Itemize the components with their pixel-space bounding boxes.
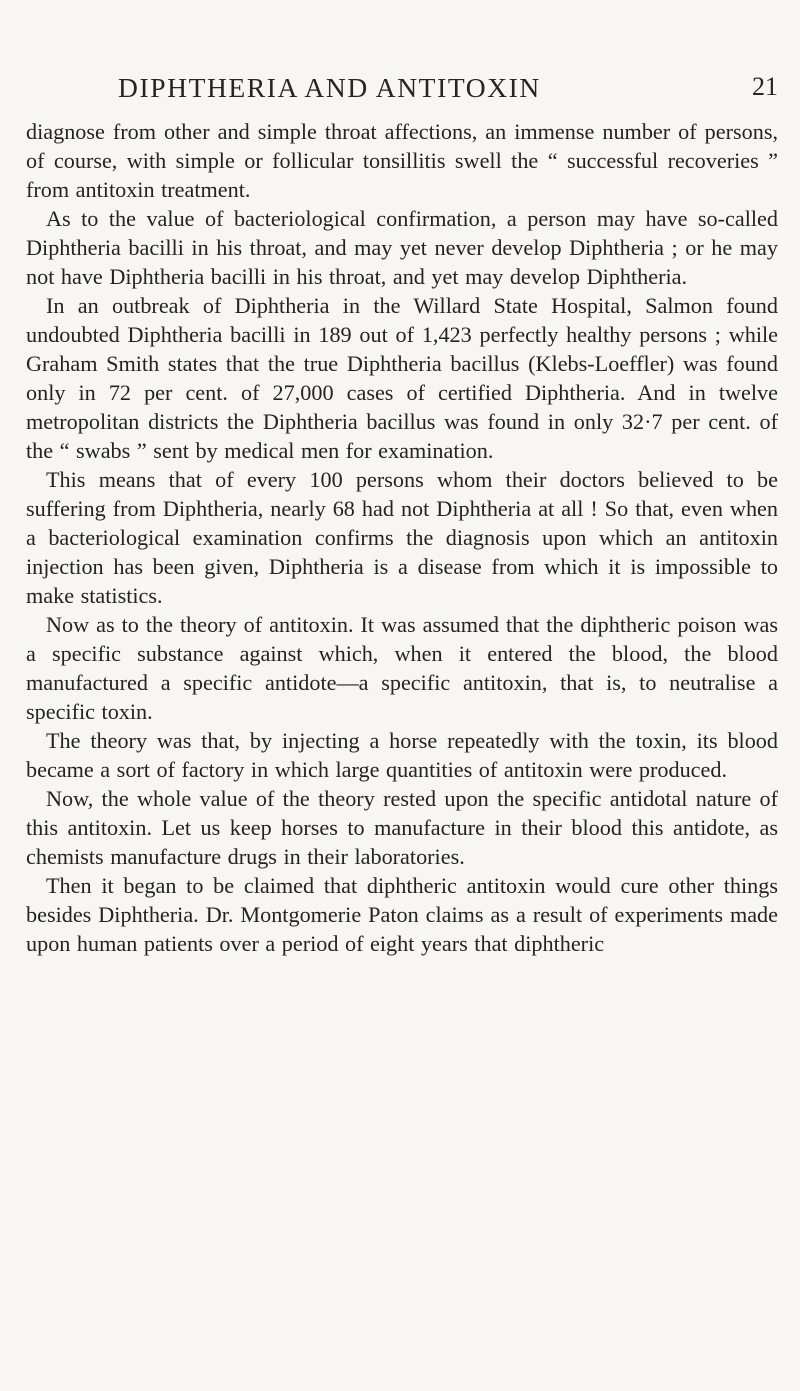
running-head bbox=[118, 72, 778, 112]
body-text bbox=[26, 117, 778, 958]
paragraph: In an outbreak of Diphtheria in the Willard State Hospital, Salmon found undoubted Diphtheria bacilli in 189 out of 1,423 perfectly healthy persons ; while Graham Smith states that the true Diphtheria bacillus (Klebs-Loeffler) was found only in 72 per cent. of 27,000 cases of certified Diphtheria. And in twelve metropolitan districts the Diphtheria bacillus was found in only 32·7 per cent. of the “ swabs ” sent by medical men for examination. bbox=[26, 293, 778, 463]
paragraph: The theory was that, by injecting a horse repeatedly with the toxin, its blood became a sort of factory in which large quantities of antitoxin were produced. bbox=[26, 728, 778, 782]
paragraph: Now as to the theory of antitoxin. It was assumed that the diphtheric poison was a specific substance against which, when it entered the blood, the blood manufactured a specific antidote—a specific antitoxin, that is, to neutralise a specific toxin. bbox=[26, 612, 778, 724]
paragraph: Then it began to be claimed that diphtheric antitoxin would cure other things besides Diphtheria. Dr. Montgomerie Paton claims as a result of experiments made upon human patients over a period of eight years that diphtheric bbox=[26, 873, 778, 956]
running-title: DIPHTHERIA AND ANTITOXIN bbox=[118, 72, 541, 103]
paragraph: Now, the whole value of the theory rested upon the specific antidotal nature of this antitoxin. Let us keep horses to manufacture in their blood this antidote, as chemists manufacture drugs in their laboratories. bbox=[26, 786, 778, 869]
paragraph: diagnose from other and simple throat affections, an immense number of persons, of course, with simple or follicular tonsillitis swell the “ successful recoveries ” from antitoxin treatment. bbox=[26, 119, 778, 202]
paragraph: This means that of every 100 persons whom their doctors believed to be suffering from Diphtheria, nearly 68 had not Diphtheria at all ! So that, even when a bacteriological examination confirms the diagnosis upon which an antitoxin injection has been given, Diphtheria is a disease from which it is impossible to make statistics. bbox=[26, 467, 778, 608]
page-number: 21 bbox=[752, 72, 778, 101]
paragraph: As to the value of bacteriological confirmation, a person may have so-called Diphtheria bacilli in his throat, and may yet never develop Diphtheria ; or he may not have Diphtheria bacilli in his throat, and yet may develop Diphtheria. bbox=[26, 206, 778, 289]
